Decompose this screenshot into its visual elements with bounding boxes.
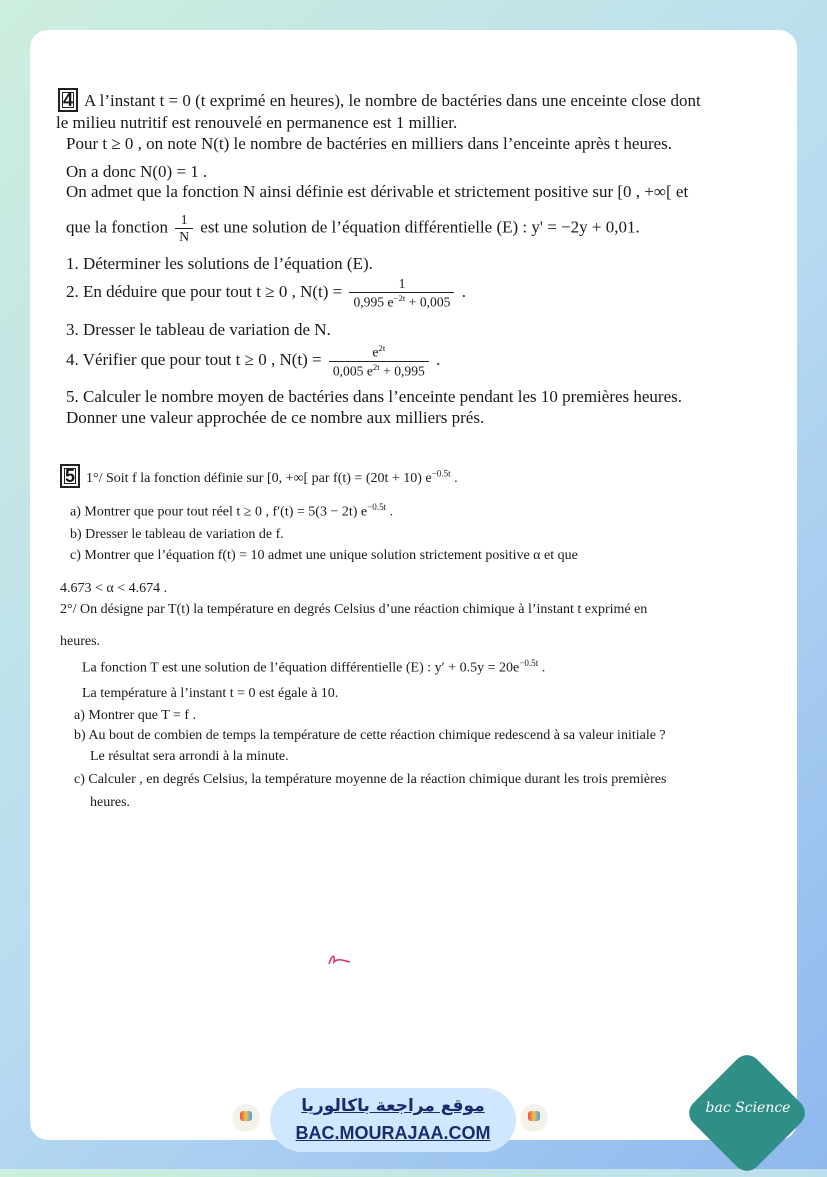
ex5-p2: 2°/ On désigne par T(t) la température en degrés Celsius d’une réaction chimique à l’instant t exprimé en <box>60 602 648 617</box>
ex5-line-1: 5 1°/ Soit f la fonction définie sur [0, +∞[ par f(t) = (20t + 10) $e^{-0.5t}$ . <box>60 464 458 488</box>
fraction-one-over-n: $\frac{1}{N}$ <box>175 212 193 245</box>
ex5-b: b) Dresser le tableau de variation de f. <box>70 527 284 542</box>
ex4-line-4: On a donc N(0) = 1 . <box>66 162 208 181</box>
footer-banner[interactable] <box>270 1088 516 1152</box>
pen-mark-icon <box>326 950 354 970</box>
footer-url-link[interactable]: BAC.MOURAJAA.COM <box>295 1123 491 1143</box>
ex4-number: 4 <box>58 88 78 112</box>
ex4-q1: 1. Déterminer les solutions de l’équation (E). <box>66 254 373 273</box>
ex5-a: a) Montrer que pour tout réel t ≥ 0 , f′(t) = 5(3 − 2t) $e^{-0.5t}$ . <box>70 502 394 520</box>
ex5-qa: a) Montrer que T = f . <box>74 708 197 723</box>
ex5-p2b: heures. <box>60 634 101 649</box>
ex4-line-3: Pour t ≥ 0 , on note N(t) le nombre de bactéries en milliers dans l’enceinte après t heures. <box>66 134 673 153</box>
ex5-qc: c) Calculer , en degrés Celsius, la température moyenne de la réaction chimique durant les trois premières <box>74 772 667 787</box>
site-logo-left-icon <box>232 1104 260 1132</box>
ex4-q5a: 5. Calculer le nombre moyen de bactéries dans l’enceinte pendant les 10 premières heures. <box>66 387 683 406</box>
ex4-line-2: le milieu nutritif est renouvelé en permanence est 1 millier. <box>56 113 458 132</box>
ex4-q4: 4. Vérifier que pour tout t ≥ 0 , N(t) = $\frac{e^{2t}}{0,005 e^{2t} + 0,995}$ . <box>66 343 441 379</box>
ex4-q3: 3. Dresser le tableau de variation de N. <box>66 320 331 339</box>
ex4-line-5: On admet que la fonction N ainsi définie est dérivable et strictement positive sur [0 , +∞[ et <box>66 182 689 201</box>
ex5-init: La température à l’instant t = 0 est égale à 10. <box>82 686 339 701</box>
ex5-number: 5 <box>60 464 80 488</box>
ex5-qc2: heures. <box>90 795 131 810</box>
ex5-c: c) Montrer que l’équation f(t) = 10 admet une unique solution strictement positive α et que <box>70 548 578 563</box>
ex4-q2: 2. En déduire que pour tout t ≥ 0 , N(t) = $\frac{1}{0,995 e^{-2t} + 0,005}$ . <box>66 276 466 310</box>
ex5-c2: 4.673 < α < 4.674 . <box>60 581 168 596</box>
document-page <box>30 30 797 1140</box>
bac-science-badge-text: bac Science <box>705 1100 791 1116</box>
ex5-qb: b) Au bout de combien de temps la température de cette réaction chimique redescend à sa valeur initiale ? <box>74 728 666 743</box>
ex5-eq: La fonction T est une solution de l’équation différentielle (E) : $y' + 0.5y = 20e^{-0.5t}$ . <box>82 658 546 676</box>
site-logo-right-icon <box>520 1104 548 1132</box>
ex4-q5b: Donner une valeur approchée de ce nombre aux milliers prés. <box>66 408 485 427</box>
ex5-qb2: Le résultat sera arrondi à la minute. <box>90 749 289 764</box>
footer-arabic-title[interactable]: موقع مراجعة باكالوريا <box>301 1096 485 1116</box>
ex4-line-6: que la fonction $\frac{1}{N}$ est une solution de l’équation différentielle (E) : y' = −2y + 0,01. <box>66 212 640 244</box>
ex4-line-1: 4 A l’instant t = 0 (t exprimé en heures), le nombre de bactéries dans une enceinte close dont <box>58 88 701 112</box>
